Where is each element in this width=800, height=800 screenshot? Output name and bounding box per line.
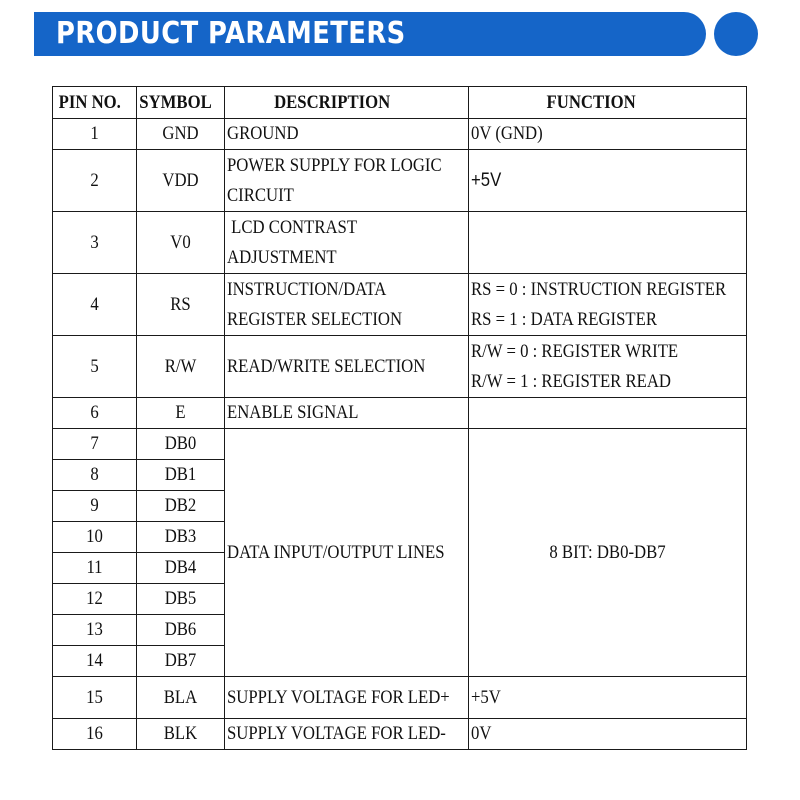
header-function: FUNCTION: [469, 87, 747, 119]
symbol-cell: BLK: [137, 719, 225, 750]
function-cell: +5V: [469, 150, 747, 212]
symbol-cell: DB1: [137, 460, 225, 491]
header-description: DESCRIPTION: [225, 87, 469, 119]
symbol-cell: DB6: [137, 615, 225, 646]
table-row: [53, 212, 747, 274]
function-cell: R/W = 0 : REGISTER WRITE R/W = 1 : REGISTER READ: [469, 336, 747, 398]
table-row: [53, 150, 747, 212]
description-cell: ENABLE SIGNAL: [225, 398, 469, 429]
description-cell: SUPPLY VOLTAGE FOR LED+: [225, 677, 469, 719]
pin-cell: 15: [53, 677, 137, 719]
symbol-cell: VDD: [137, 150, 225, 212]
function-cell: 0V (GND): [469, 119, 747, 150]
symbol-cell: RS: [137, 274, 225, 336]
table-row: [53, 274, 747, 336]
pin-cell: 8: [53, 460, 137, 491]
table-row: [53, 336, 747, 398]
description-cell: READ/WRITE SELECTION: [225, 336, 469, 398]
symbol-cell: DB3: [137, 522, 225, 553]
description-cell: SUPPLY VOLTAGE FOR LED-: [225, 719, 469, 750]
description-cell: GROUND: [225, 119, 469, 150]
function-cell: [469, 212, 747, 274]
pin-cell: 10: [53, 522, 137, 553]
symbol-cell: DB7: [137, 646, 225, 677]
symbol-cell: DB2: [137, 491, 225, 522]
title-banner: [34, 12, 706, 56]
pin-cell: 1: [53, 119, 137, 150]
pin-cell: 9: [53, 491, 137, 522]
pin-cell: 13: [53, 615, 137, 646]
pin-cell: 7: [53, 429, 137, 460]
pin-cell: 11: [53, 553, 137, 584]
function-cell: RS = 0 : INSTRUCTION REGISTER RS = 1 : DATA REGISTER: [469, 274, 747, 336]
symbol-cell: BLA: [137, 677, 225, 719]
symbol-cell: GND: [137, 119, 225, 150]
symbol-cell: E: [137, 398, 225, 429]
pin-cell: 5: [53, 336, 137, 398]
symbol-cell: V0: [137, 212, 225, 274]
table-row: [53, 119, 747, 150]
function-cell: +5V: [469, 677, 747, 719]
header-pin-no: PIN NO.: [53, 87, 137, 119]
function-cell: 0V: [469, 719, 747, 750]
table-header-row: [53, 87, 747, 119]
product-parameters-table: [52, 86, 747, 750]
symbol-cell: DB5: [137, 584, 225, 615]
table-row: [53, 429, 747, 460]
table-row: [53, 398, 747, 429]
symbol-cell: DB4: [137, 553, 225, 584]
header-symbol: SYMBOL: [137, 87, 225, 119]
table-row: [53, 677, 747, 719]
page-title: PRODUCT PARAMETERS: [56, 16, 406, 51]
pin-cell: 16: [53, 719, 137, 750]
pin-cell: 12: [53, 584, 137, 615]
banner-dot: [714, 12, 758, 56]
table-row: [53, 719, 747, 750]
description-cell: POWER SUPPLY FOR LOGIC CIRCUIT: [225, 150, 469, 212]
description-cell: INSTRUCTION/DATA REGISTER SELECTION: [225, 274, 469, 336]
pin-cell: 2: [53, 150, 137, 212]
pin-cell: 4: [53, 274, 137, 336]
pin-cell: 6: [53, 398, 137, 429]
data-lines-function-cell: 8 BIT: DB0-DB7: [469, 429, 747, 677]
symbol-cell: DB0: [137, 429, 225, 460]
description-cell: LCD CONTRAST ADJUSTMENT: [225, 212, 469, 274]
pin-cell: 3: [53, 212, 137, 274]
pin-cell: 14: [53, 646, 137, 677]
data-lines-description-cell: DATA INPUT/OUTPUT LINES: [225, 429, 469, 677]
function-cell: [469, 398, 747, 429]
symbol-cell: R/W: [137, 336, 225, 398]
